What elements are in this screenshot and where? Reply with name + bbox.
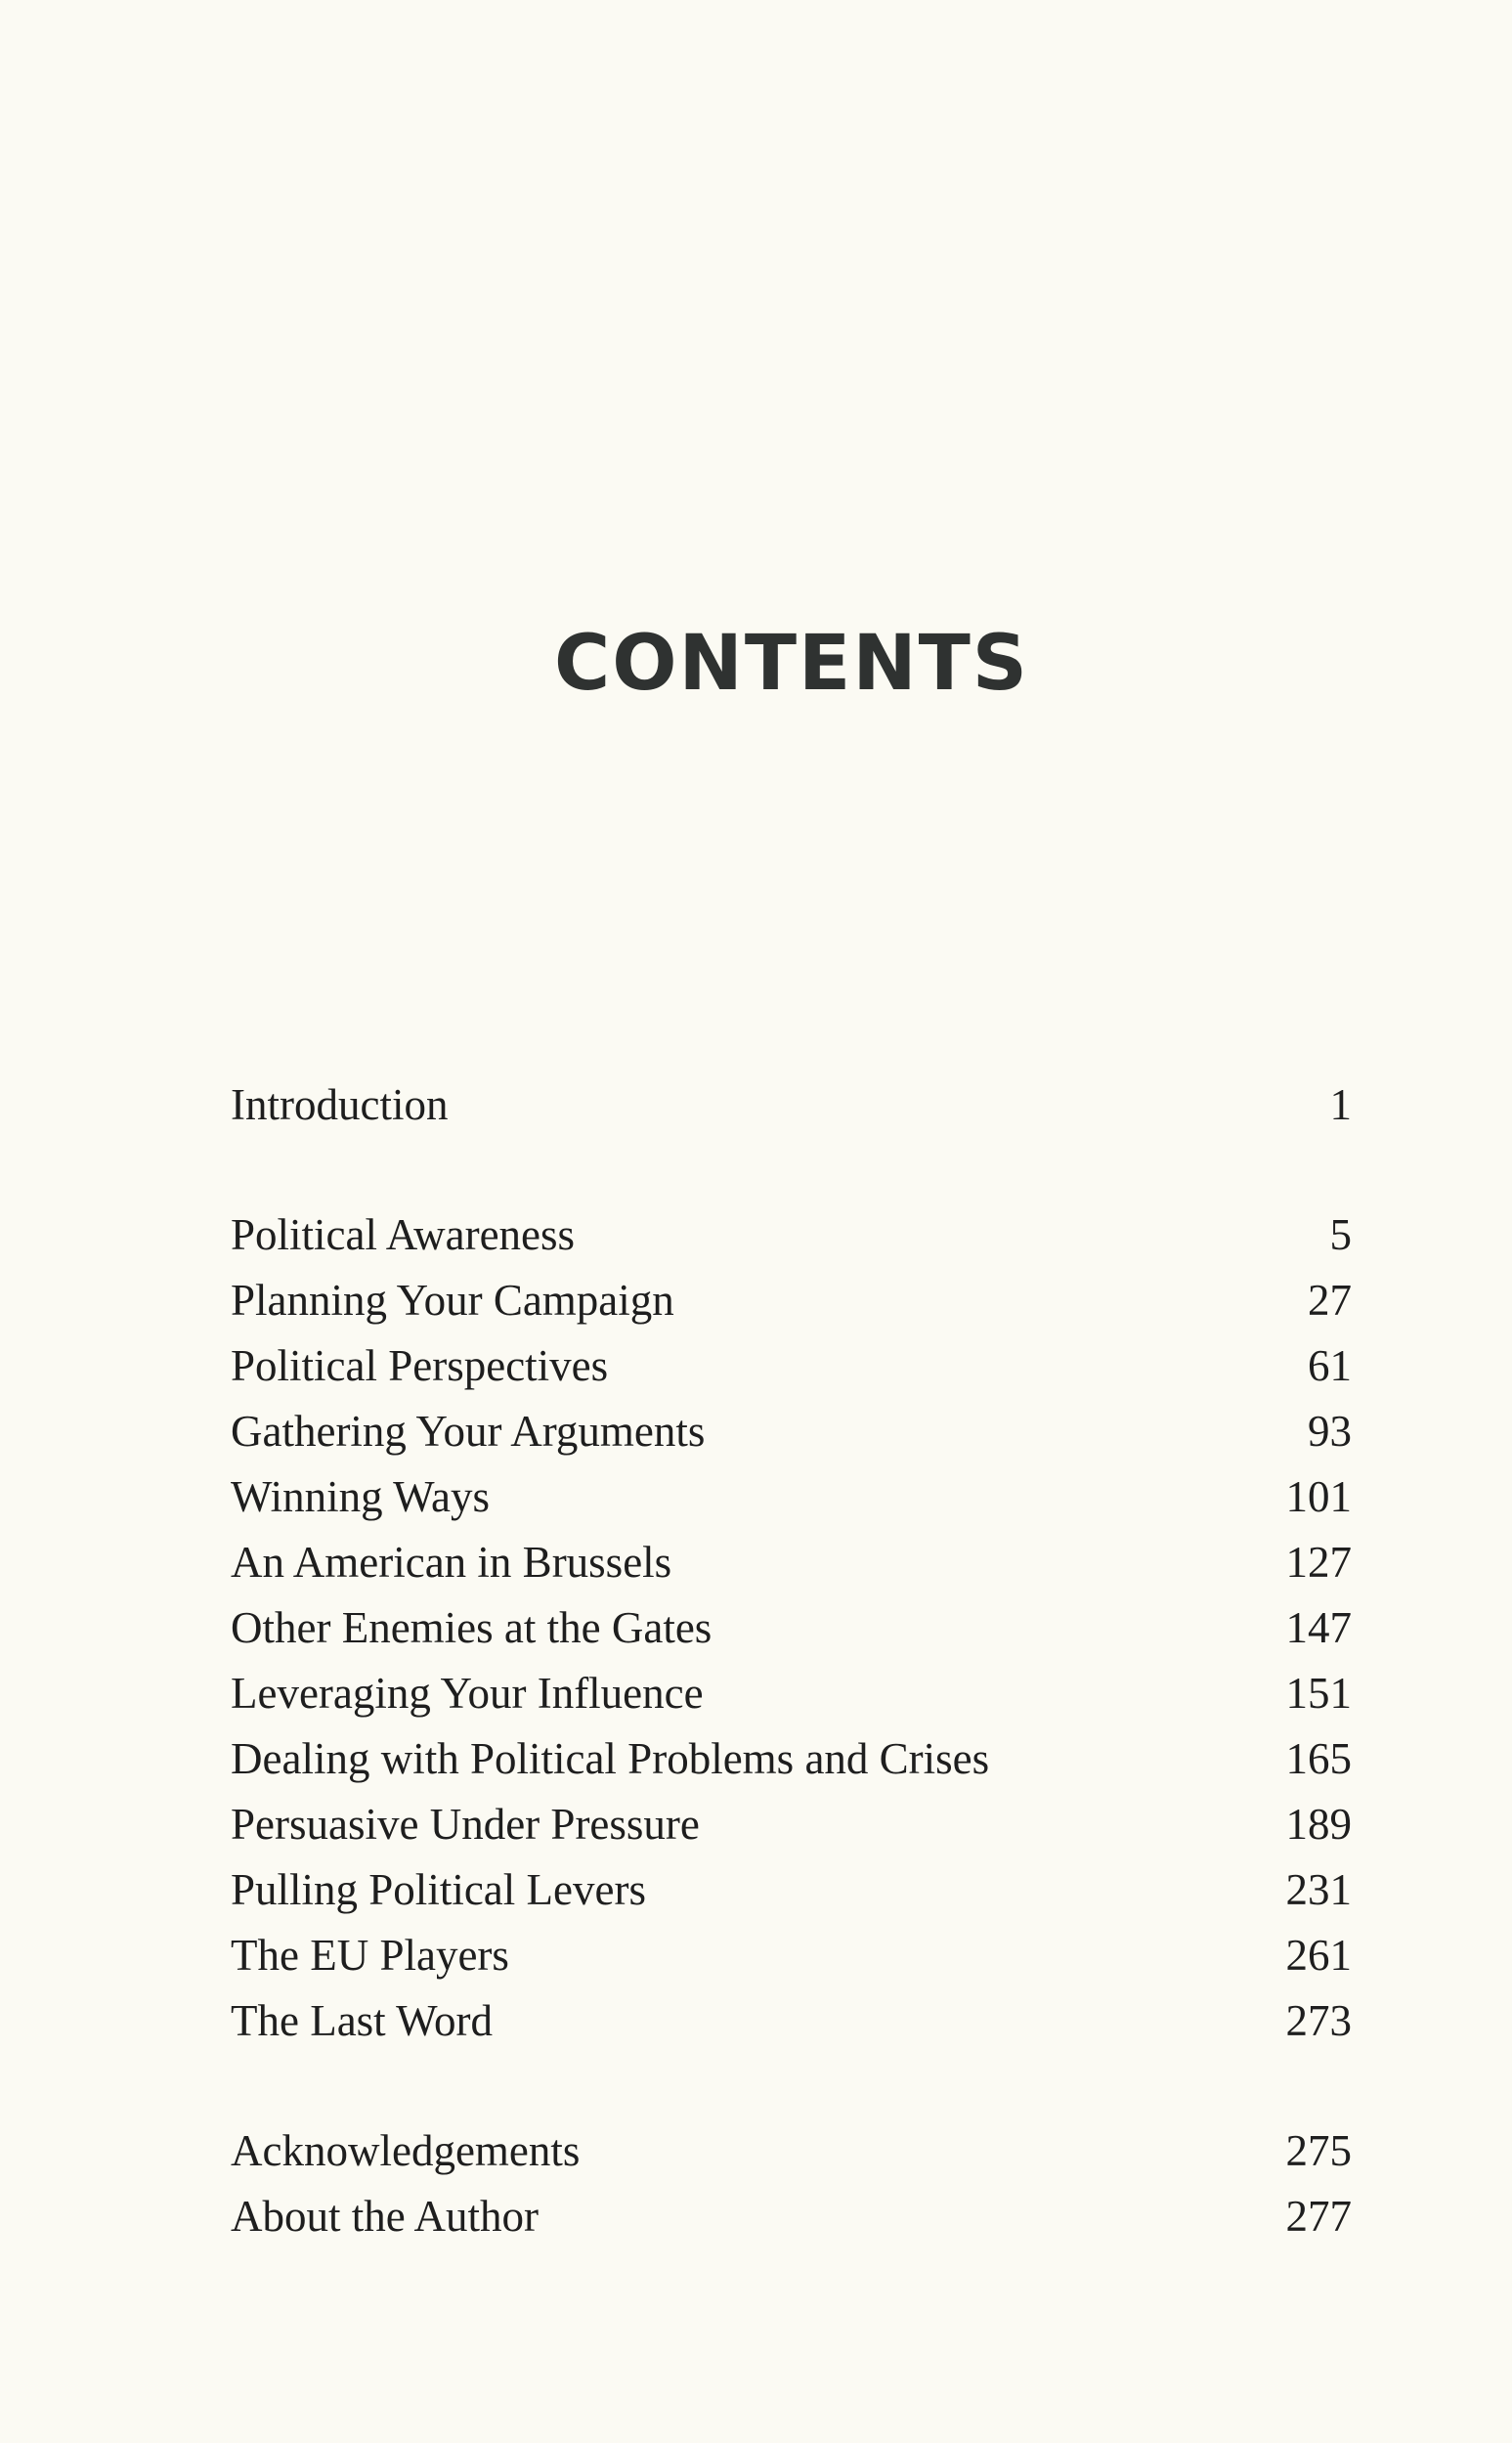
- toc-entry[interactable]: [231, 1207, 1352, 1262]
- toc-entry-label: The EU Players: [231, 1931, 509, 1980]
- toc-entry-label: An American in Brussels: [231, 1538, 672, 1587]
- toc-entry-page: 147: [1285, 1603, 1352, 1652]
- toc-entry-label: Other Enemies at the Gates: [231, 1603, 713, 1652]
- toc-entry-page: 61: [1308, 1341, 1352, 1390]
- toc-entry-page: 277: [1285, 2192, 1352, 2241]
- toc-entry-label: Dealing with Political Problems and Crises: [231, 1734, 990, 1783]
- toc-entry[interactable]: [231, 1666, 1352, 1721]
- toc-entry-page: 101: [1285, 1472, 1352, 1521]
- toc-entry[interactable]: [231, 1928, 1352, 1983]
- toc-entry-label: Introduction: [231, 1080, 449, 1129]
- toc-entry-label: Leveraging Your Influence: [231, 1669, 704, 1718]
- toc-entry-page: 27: [1308, 1276, 1352, 1325]
- toc-entry-page: 273: [1285, 1996, 1352, 2045]
- toc-entry-page: 1: [1329, 1080, 1352, 1129]
- toc-entry-label: Persuasive Under Pressure: [231, 1800, 700, 1849]
- toc-entry-page: 231: [1285, 1865, 1352, 1914]
- toc-entry-page: 127: [1285, 1538, 1352, 1587]
- toc-entry[interactable]: [231, 1535, 1352, 1590]
- toc-entry[interactable]: [231, 1993, 1352, 2048]
- toc-entry[interactable]: [231, 1862, 1352, 1917]
- toc-entry[interactable]: [231, 1731, 1352, 1786]
- toc-entry-acknowledgements[interactable]: [231, 2123, 1352, 2178]
- toc-entry-label: Gathering Your Arguments: [231, 1407, 706, 1456]
- toc-entry-label: About the Author: [231, 2192, 539, 2241]
- toc-entry-label: Political Awareness: [231, 1210, 576, 1259]
- toc-entry-page: 261: [1285, 1931, 1352, 1980]
- toc-entry-page: 275: [1285, 2126, 1352, 2175]
- toc-entry[interactable]: [231, 1338, 1352, 1393]
- page-title: CONTENTS: [554, 620, 1029, 708]
- toc-entry-label: Pulling Political Levers: [231, 1865, 646, 1914]
- toc-entry-introduction[interactable]: [231, 1077, 1352, 1132]
- toc-entry[interactable]: [231, 1797, 1352, 1852]
- toc-entry-page: 165: [1285, 1734, 1352, 1783]
- toc-entry-about-the-author[interactable]: [231, 2189, 1352, 2244]
- toc-entry-page: 189: [1285, 1800, 1352, 1849]
- toc-entry[interactable]: [231, 1404, 1352, 1459]
- toc-entry-label: Planning Your Campaign: [231, 1276, 674, 1325]
- toc-entry-label: Political Perspectives: [231, 1341, 609, 1390]
- toc-entry-page: 5: [1329, 1210, 1352, 1259]
- toc-entry-page: 93: [1308, 1407, 1352, 1456]
- toc-entry-label: The Last Word: [231, 1996, 493, 2045]
- toc-entry-page: 151: [1285, 1669, 1352, 1718]
- toc-entry-label: Acknowledgements: [231, 2126, 581, 2175]
- toc-entry[interactable]: [231, 1600, 1352, 1655]
- toc-entry[interactable]: [231, 1273, 1352, 1328]
- toc-entry[interactable]: [231, 1469, 1352, 1524]
- toc-entry-label: Winning Ways: [231, 1472, 490, 1521]
